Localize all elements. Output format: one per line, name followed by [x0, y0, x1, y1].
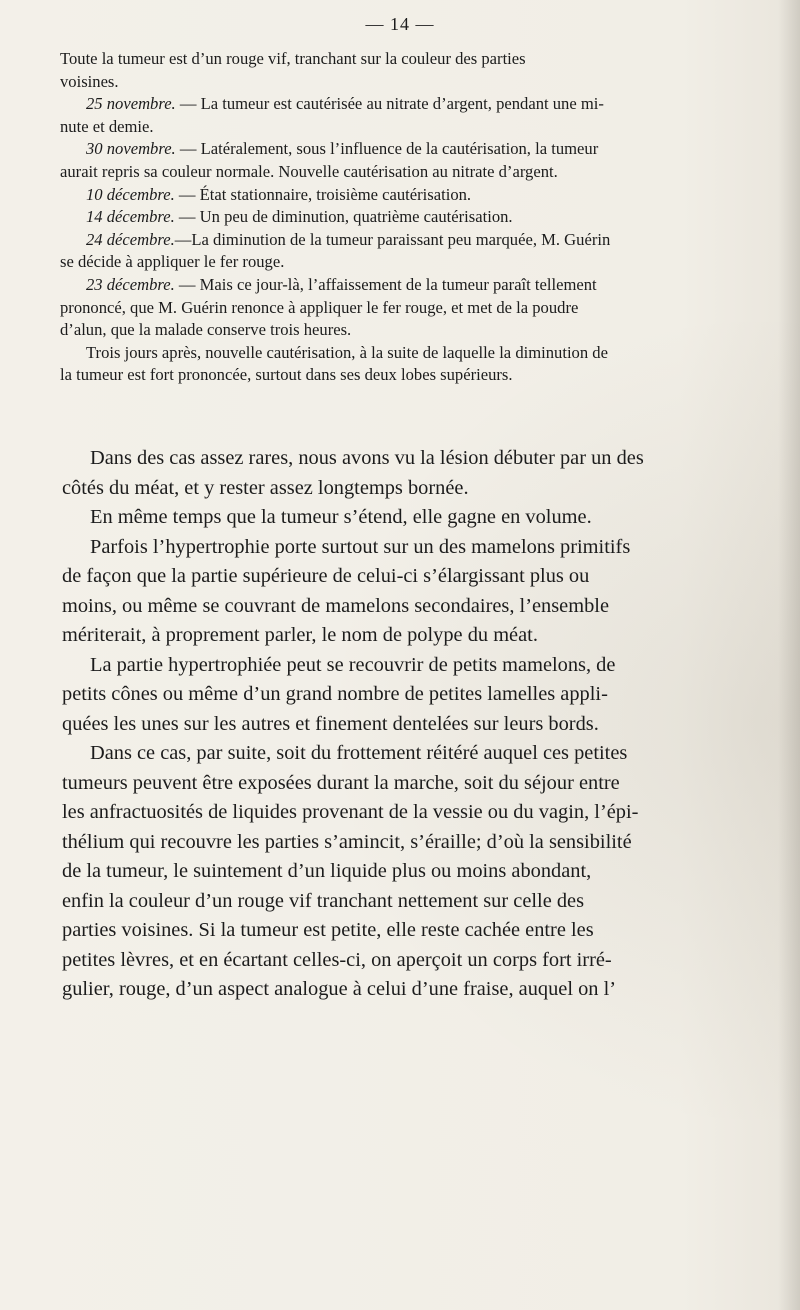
text-line: gulier, rouge, d’un aspect analogue à celui d’une fraise, auquel on l’	[62, 978, 617, 1000]
text-line: mériterait, à proprement parler, le nom de polype du méat.	[62, 624, 538, 646]
entry-text: — État stationnaire, troisième cautérisation.	[174, 184, 472, 204]
paragraph-mamelons	[62, 651, 768, 740]
text-line: moins, ou même se couvrant de mamelons secondaires, l’ensemble	[62, 594, 609, 617]
text-line: prononcé, que M. Guérin renonce à appliquer le fer rouge, et met de la poudre	[60, 297, 579, 317]
text-line: Toute la tumeur est d’un rouge vif, tranchant sur la couleur des parties	[60, 49, 526, 68]
text-line: quées les unes sur les autres et finement dentelées sur leurs bords.	[62, 712, 599, 735]
paragraph-entry-dec-10	[60, 184, 768, 207]
text-line: de façon que la partie supérieure de celui-ci s’élargissant plus ou	[62, 565, 590, 587]
entry-date: 30 novembre.	[86, 139, 176, 159]
text-line: d’alun, que la malade conserve trois heures.	[60, 320, 352, 340]
main-text	[62, 444, 768, 1005]
text-line: petites lèvres, et en écartant celles-ci, on aperçoit un corps fort irré-	[62, 948, 612, 971]
text-line: de la tumeur, le suintement d’un liquide plus ou moins abondant,	[62, 860, 592, 882]
entry-text: — Mais ce jour-là, l’affaissement de la tumeur paraît tellement	[174, 274, 597, 294]
entry-date: 25 novembre.	[86, 94, 176, 114]
text-line: nute et demie.	[60, 116, 154, 136]
text-line: La partie hypertrophiée peut se recouvrir de petits mamelons, de	[90, 653, 616, 676]
text-line: côtés du méat, et y rester assez longtemps bornée.	[62, 476, 469, 499]
text-line: petits cônes ou même d’un grand nombre de petites lamelles appli-	[62, 683, 608, 705]
page-gutter-shadow	[778, 0, 800, 1310]
paragraph-three-days	[60, 342, 768, 387]
entry-date: 24 décembre.	[86, 229, 175, 249]
text-line: thélium qui recouvre les parties s’amincit, s’éraille; d’où la sensibilité	[62, 830, 632, 853]
entry-date: 10 décembre.	[86, 184, 175, 204]
text-line: aurait repris sa couleur normale. Nouvelle cautérisation au nitrate d’argent.	[60, 161, 558, 181]
paragraph-lesion-onset	[62, 444, 768, 503]
text-line: voisines.	[60, 71, 119, 91]
page-number: — 14 —	[365, 14, 435, 34]
entry-date: 23 décembre.	[86, 274, 175, 294]
text-line: Dans des cas assez rares, nous avons vu la lésion débuter par un des	[90, 447, 644, 469]
paragraph-entry-nov-25	[60, 93, 768, 138]
text-line: enfin la couleur d’un rouge vif tranchant nettement sur celle des	[62, 889, 585, 912]
text-line: En même temps que la tumeur s’étend, elle gagne en volume.	[90, 506, 592, 528]
paragraph-entry-dec-14	[60, 206, 768, 229]
entry-date: 14 décembre.	[86, 207, 175, 227]
paragraph-friction	[62, 739, 768, 1005]
paragraph-color	[60, 48, 768, 93]
text-line: Dans ce cas, par suite, soit du frottement réitéré auquel ces petites	[90, 742, 628, 764]
text-line: tumeurs peuvent être exposées durant la marche, soit du séjour entre	[62, 771, 620, 794]
entry-text: — Latéralement, sous l’influence de la cautérisation, la tumeur	[175, 139, 599, 159]
text-line: Trois jours après, nouvelle cautérisation, à la suite de laquelle la diminution de	[86, 342, 608, 362]
entry-text: — Un peu de diminution, quatrième cautérisation.	[174, 207, 513, 227]
paragraph-entry-nov-30	[60, 138, 768, 183]
paragraph-volume	[62, 503, 768, 533]
text-line: parties voisines. Si la tumeur est petite, elle reste cachée entre les	[62, 919, 594, 941]
text-line: la tumeur est fort prononcée, surtout dans ses deux lobes supérieurs.	[60, 365, 513, 385]
case-notes	[60, 48, 768, 387]
paragraph-entry-dec-24	[60, 229, 768, 274]
text-line: se décide à appliquer le fer rouge.	[60, 252, 285, 272]
paragraph-hypertrophy	[62, 533, 768, 651]
paragraph-entry-dec-23	[60, 274, 768, 342]
entry-text: —La diminution de la tumeur paraissant peu marquée, M. Guérin	[174, 229, 611, 249]
text-line: Parfois l’hypertrophie porte surtout sur un des mamelons primitifs	[90, 535, 631, 558]
entry-text: — La tumeur est cautérisée au nitrate d’argent, pendant une mi-	[175, 94, 604, 114]
text-line: les anfractuosités de liquides provenant de la vessie ou du vagin, l’épi-	[62, 801, 639, 823]
